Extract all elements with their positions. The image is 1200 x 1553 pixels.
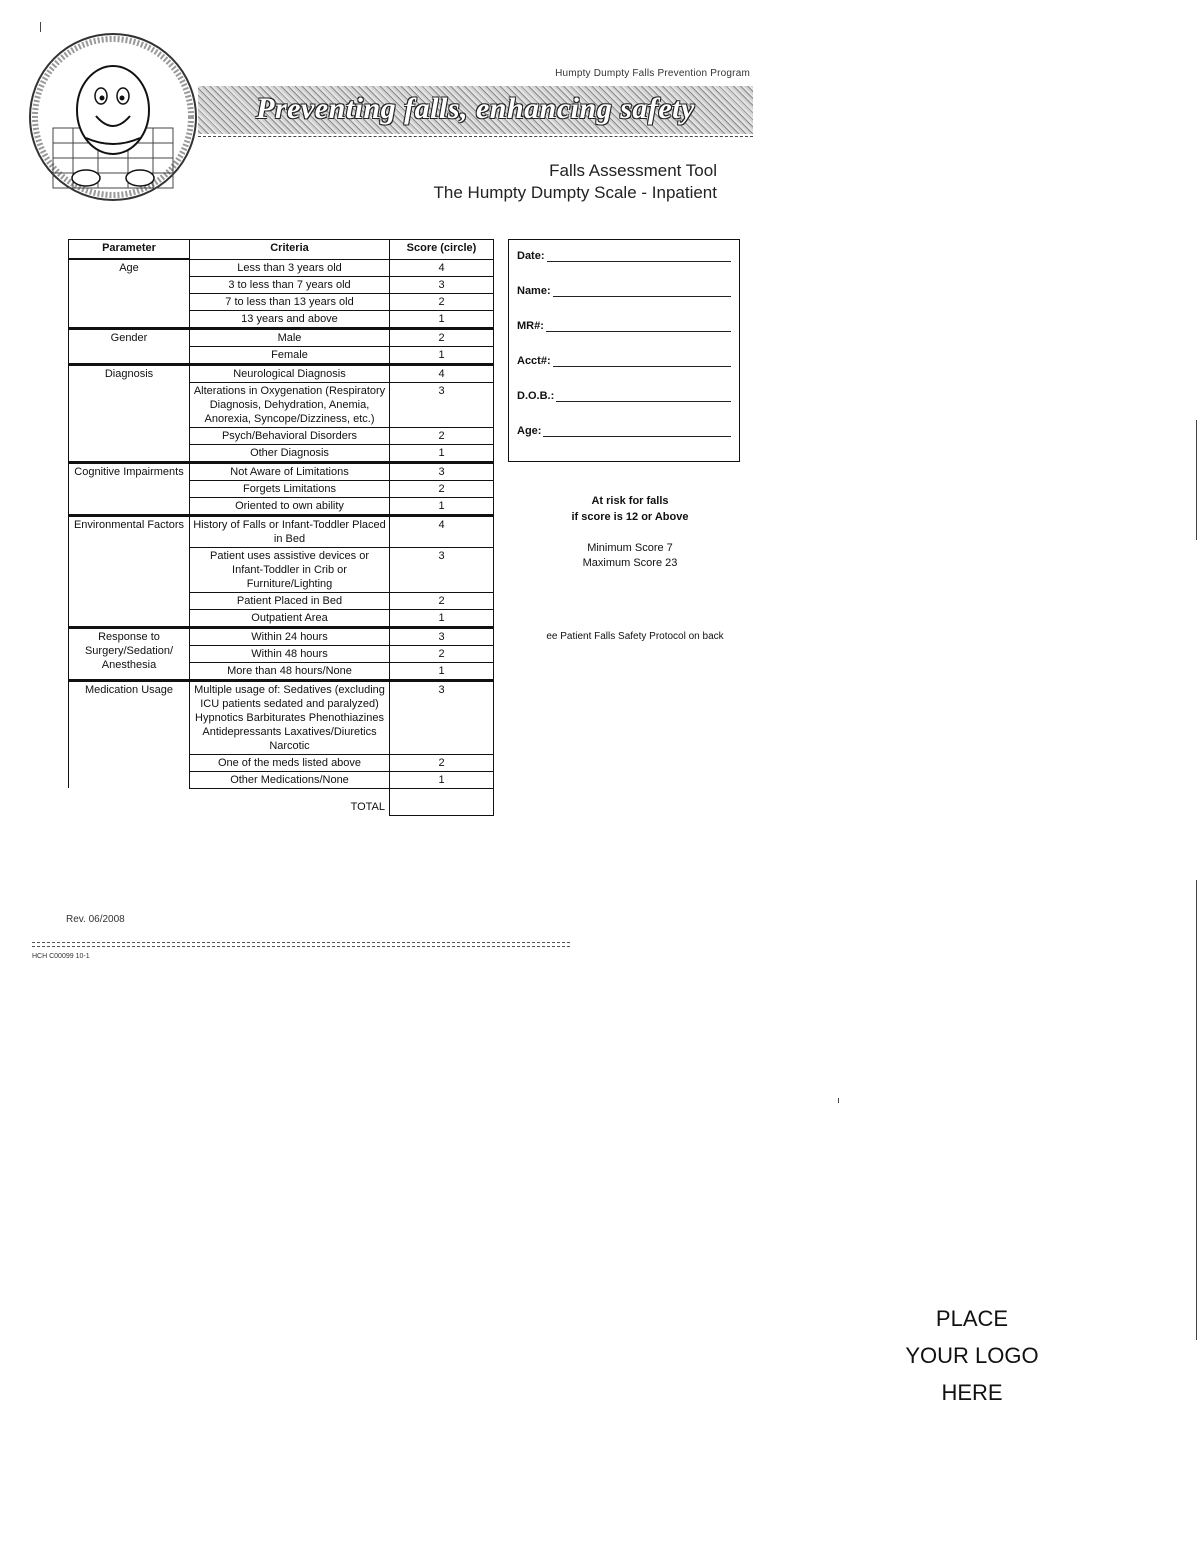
parameter-cell: Environmental Factors	[69, 515, 190, 627]
total-row	[69, 788, 494, 815]
criteria-cell: Multiple usage of: Sedatives (excluding ICU patients sedated and paralyzed) Hypnotics Barbiturates Phenothiazines Antidepressants Laxatives/Diuretics Narcotic	[190, 680, 390, 754]
criteria-cell: Psych/Behavioral Disorders	[190, 427, 390, 444]
score-cell[interactable]: 3	[390, 276, 494, 293]
logo-placeholder	[872, 1300, 1072, 1411]
criteria-cell: 7 to less than 13 years old	[190, 293, 390, 310]
dob-label: D.O.B.:	[517, 390, 555, 402]
header-parameter: Parameter	[69, 240, 190, 260]
footer-fine-print-lines	[32, 942, 570, 950]
document-subtitle: The Humpty Dumpty Scale - Inpatient	[433, 183, 717, 202]
acct-label: Acct#:	[517, 355, 551, 367]
mr-field[interactable]	[517, 320, 731, 332]
logo-placeholder-line3: HERE	[941, 1380, 1003, 1405]
score-cell[interactable]: 2	[390, 592, 494, 609]
score-cell[interactable]: 2	[390, 480, 494, 497]
score-cell[interactable]: 4	[390, 364, 494, 382]
score-cell[interactable]: 2	[390, 645, 494, 662]
parameter-cell: Cognitive Impairments	[69, 462, 190, 515]
patient-info-box	[508, 239, 740, 462]
score-cell[interactable]: 3	[390, 547, 494, 592]
criteria-cell: Other Medications/None	[190, 771, 390, 788]
score-cell[interactable]: 1	[390, 310, 494, 328]
table-header-row	[69, 240, 494, 260]
score-cell[interactable]: 2	[390, 328, 494, 346]
score-cell[interactable]: 3	[390, 462, 494, 480]
criteria-cell: Patient uses assistive devices or Infant-Toddler in Crib or Furniture/Lighting	[190, 547, 390, 592]
revision-date: Rev. 06/2008	[66, 914, 125, 925]
score-cell[interactable]: 4	[390, 515, 494, 547]
criteria-cell: 13 years and above	[190, 310, 390, 328]
parameter-cell: Diagnosis	[69, 364, 190, 462]
criteria-cell: More than 48 hours/None	[190, 662, 390, 680]
logo-placeholder-line1: PLACE	[935, 1306, 1009, 1331]
criteria-cell: Oriented to own ability	[190, 497, 390, 515]
score-cell[interactable]: 1	[390, 662, 494, 680]
criteria-cell: Less than 3 years old	[190, 259, 390, 276]
total-label: TOTAL	[350, 801, 385, 813]
criteria-cell: History of Falls or Infant-Toddler Placed in Bed	[190, 515, 390, 547]
score-cell[interactable]: 3	[390, 382, 494, 427]
date-field[interactable]	[517, 250, 731, 262]
score-cell[interactable]: 1	[390, 444, 494, 462]
parameter-cell: Age	[69, 259, 190, 328]
scan-speck	[40, 22, 41, 32]
header-criteria: Criteria	[190, 240, 390, 260]
score-cell[interactable]: 1	[390, 346, 494, 364]
criteria-cell: Neurological Diagnosis	[190, 364, 390, 382]
form-code: HCH C00099 10-1	[32, 953, 90, 960]
banner-divider	[198, 136, 753, 137]
score-cell[interactable]: 3	[390, 680, 494, 754]
criteria-cell: Female	[190, 346, 390, 364]
mr-label: MR#:	[517, 320, 544, 332]
program-name: Humpty Dumpty Falls Prevention Program	[555, 68, 750, 79]
score-cell[interactable]: 1	[390, 609, 494, 627]
criteria-cell: Not Aware of Limitations	[190, 462, 390, 480]
criteria-cell: Within 48 hours	[190, 645, 390, 662]
table-row	[69, 364, 494, 382]
criteria-cell: Patient Placed in Bed	[190, 592, 390, 609]
age-label: Age:	[517, 425, 542, 437]
name-field[interactable]	[517, 285, 731, 297]
score-cell[interactable]: 2	[390, 754, 494, 771]
table-row	[69, 680, 494, 754]
risk-note-line1: At risk for falls	[591, 495, 669, 507]
criteria-cell: Forgets Limitations	[190, 480, 390, 497]
table-row	[69, 259, 494, 276]
document-title: Falls Assessment Tool	[549, 161, 717, 180]
risk-note-line2: if score is 12 or Above	[571, 511, 689, 523]
minimum-score-note: Minimum Score 7	[587, 542, 673, 554]
criteria-cell: Alterations in Oxygenation (Respiratory Diagnosis, Dehydration, Anemia, Anorexia, Syncope/Dizziness, etc.)	[190, 382, 390, 427]
criteria-cell: Other Diagnosis	[190, 444, 390, 462]
score-cell[interactable]: 1	[390, 771, 494, 788]
scan-speck	[838, 1098, 839, 1103]
criteria-cell: One of the meds listed above	[190, 754, 390, 771]
criteria-cell: Male	[190, 328, 390, 346]
dob-field[interactable]	[517, 390, 731, 402]
scan-edge-mark	[1196, 880, 1197, 1340]
slogan-banner	[198, 86, 753, 134]
score-cell[interactable]: 2	[390, 293, 494, 310]
name-label: Name:	[517, 285, 551, 297]
table-row	[69, 462, 494, 480]
table-row	[69, 328, 494, 346]
humpty-dumpty-logo	[28, 28, 198, 206]
parameter-cell: Medication Usage	[69, 680, 190, 788]
criteria-cell: Outpatient Area	[190, 609, 390, 627]
score-cell[interactable]: 1	[390, 497, 494, 515]
score-cell[interactable]: 2	[390, 427, 494, 444]
score-cell[interactable]: 3	[390, 627, 494, 645]
scan-edge-mark	[1196, 420, 1197, 540]
age-field[interactable]	[517, 425, 731, 437]
criteria-cell: Within 24 hours	[190, 627, 390, 645]
slogan-text: Preventing falls, enhancing safety	[256, 92, 695, 125]
table-row	[69, 515, 494, 547]
header-score: Score (circle)	[390, 240, 494, 260]
parameter-cell: Gender	[69, 328, 190, 364]
humpty-dumpty-scale-table	[68, 239, 494, 816]
criteria-cell: 3 to less than 7 years old	[190, 276, 390, 293]
maximum-score-note: Maximum Score 23	[582, 557, 678, 569]
parameter-cell: Response to Surgery/Sedation/ Anesthesia	[69, 627, 190, 680]
total-score-box[interactable]	[390, 788, 494, 815]
acct-field[interactable]	[517, 355, 731, 367]
score-cell[interactable]: 4	[390, 259, 494, 276]
protocol-note: ee Patient Falls Safety Protocol on back	[546, 631, 724, 642]
date-label: Date:	[517, 250, 545, 262]
table-row	[69, 627, 494, 645]
logo-placeholder-line2: YOUR LOGO	[905, 1343, 1039, 1368]
